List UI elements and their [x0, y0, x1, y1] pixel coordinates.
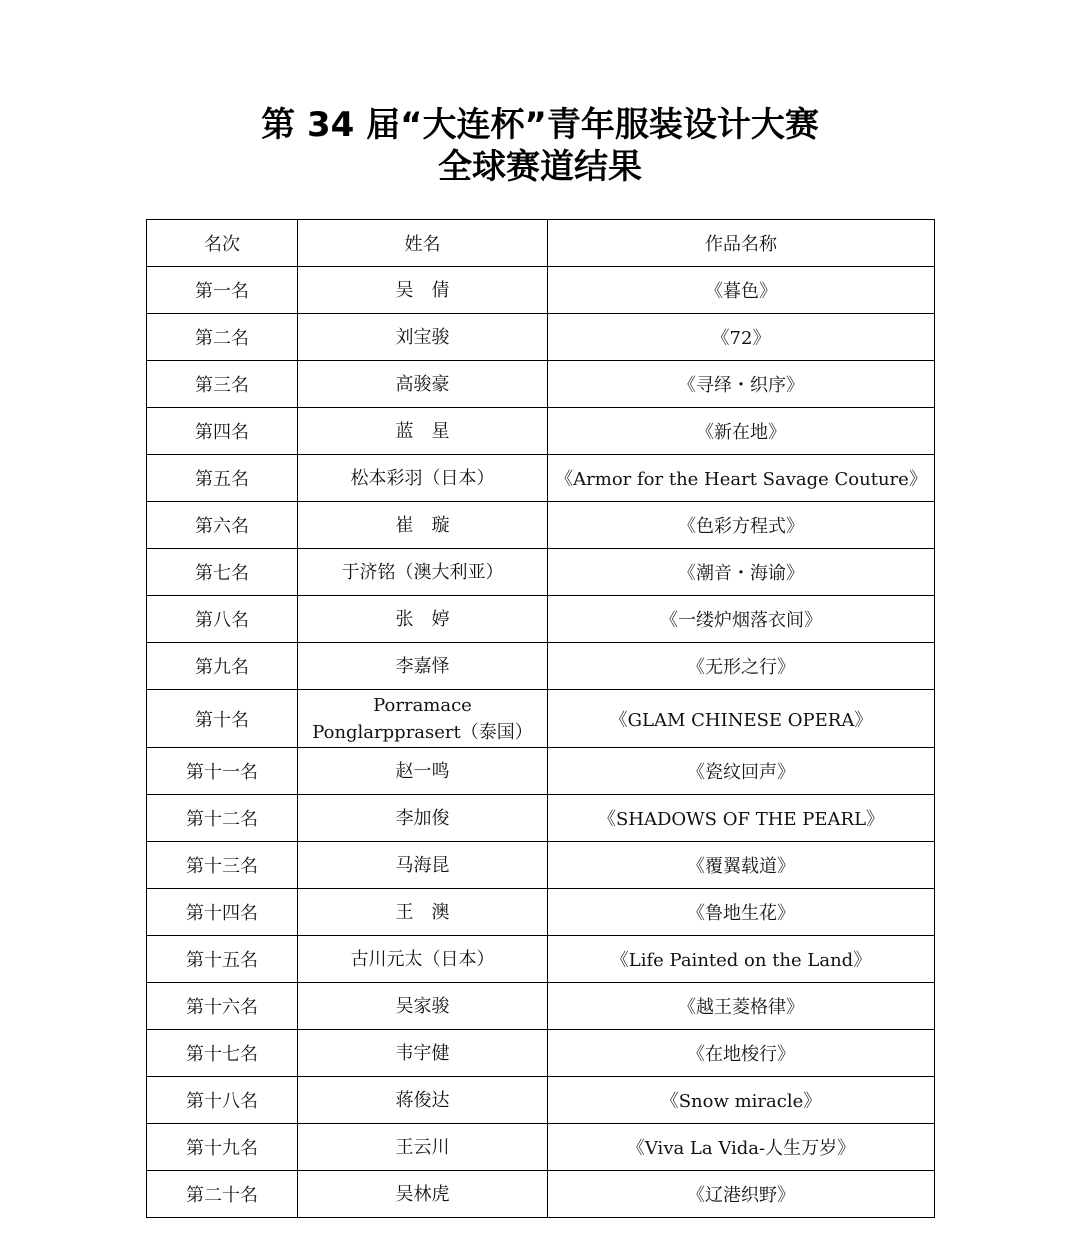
- work-cell: 《Life Painted on the Land》: [548, 936, 935, 983]
- name-line: 高骏豪: [395, 373, 450, 395]
- rank-cell: 第十七名: [147, 1030, 298, 1077]
- name-cell: [298, 408, 548, 455]
- name-cell: [298, 596, 548, 643]
- table-row: [147, 643, 935, 690]
- table-row: [147, 1077, 935, 1124]
- rank-cell: 第四名: [147, 408, 298, 455]
- header-name: 姓名: [298, 220, 548, 267]
- name-line: 于济铭（澳大利亚）: [341, 561, 504, 583]
- work-cell: 《寻绎・织序》: [548, 361, 935, 408]
- table-row: [147, 1171, 935, 1218]
- work-cell: 《72》: [548, 314, 935, 361]
- work-cell: 《Snow miracle》: [548, 1077, 935, 1124]
- work-cell: 《色彩方程式》: [548, 502, 935, 549]
- table-row: [147, 842, 935, 889]
- name-cell: [298, 549, 548, 596]
- rank-cell: 第十四名: [147, 889, 298, 936]
- name-cell: [298, 502, 548, 549]
- name-line: 张 婷: [395, 608, 450, 630]
- table-row: [147, 983, 935, 1030]
- name-line: 刘宝骏: [395, 326, 450, 348]
- name-line: 吴家骏: [395, 995, 450, 1017]
- name-cell: [298, 936, 548, 983]
- table-row: [147, 502, 935, 549]
- work-cell: 《暮色》: [548, 267, 935, 314]
- name-cell: [298, 1171, 548, 1218]
- work-cell: 《潮音・海谕》: [548, 549, 935, 596]
- work-cell: 《辽港织野》: [548, 1171, 935, 1218]
- name-line: 蓝 星: [395, 420, 450, 442]
- table-body: [147, 267, 935, 1218]
- work-cell: 《Viva La Vida-人生万岁》: [548, 1124, 935, 1171]
- header-rank: 名次: [147, 220, 298, 267]
- work-cell: 《覆翼载道》: [548, 842, 935, 889]
- name-cell: [298, 842, 548, 889]
- name-cell: [298, 267, 548, 314]
- rank-cell: 第十一名: [147, 748, 298, 795]
- name-line: 李嘉怿: [395, 655, 450, 677]
- work-cell: 《越王菱格律》: [548, 983, 935, 1030]
- work-cell: 《一缕炉烟落衣间》: [548, 596, 935, 643]
- rank-cell: 第十三名: [147, 842, 298, 889]
- table-row: [147, 549, 935, 596]
- work-cell: 《鲁地生花》: [548, 889, 935, 936]
- table-row: [147, 889, 935, 936]
- name-cell: [298, 1030, 548, 1077]
- page-title: [0, 104, 1080, 188]
- header-row: [147, 220, 935, 267]
- table-row: [147, 936, 935, 983]
- table-row: [147, 690, 935, 748]
- name-cell: [298, 314, 548, 361]
- rank-cell: 第二名: [147, 314, 298, 361]
- name-cell: [298, 1077, 548, 1124]
- results-table: [146, 219, 935, 1218]
- name-cell: [298, 1124, 548, 1171]
- rank-cell: 第九名: [147, 643, 298, 690]
- table-row: [147, 267, 935, 314]
- name-line: 吴 倩: [395, 279, 450, 301]
- rank-cell: 第十九名: [147, 1124, 298, 1171]
- table-row: [147, 455, 935, 502]
- work-cell: 《新在地》: [548, 408, 935, 455]
- name-line: 马海昆: [395, 854, 450, 876]
- rank-cell: 第五名: [147, 455, 298, 502]
- rank-cell: 第十八名: [147, 1077, 298, 1124]
- rank-cell: 第一名: [147, 267, 298, 314]
- name-line: 蒋俊达: [395, 1089, 450, 1111]
- table-row: [147, 314, 935, 361]
- name-line: 韦宇健: [395, 1042, 450, 1064]
- table-row: [147, 596, 935, 643]
- rank-cell: 第三名: [147, 361, 298, 408]
- name-line: 崔 璇: [395, 514, 450, 536]
- rank-cell: 第二十名: [147, 1171, 298, 1218]
- name-line: 吴林虎: [395, 1183, 450, 1205]
- name-cell: [298, 361, 548, 408]
- work-cell: 《瓷纹回声》: [548, 748, 935, 795]
- name-cell: [298, 455, 548, 502]
- title-line-1: 第 34 届“大连杯”青年服装设计大赛: [261, 105, 819, 145]
- name-line: Ponglarpprasert（泰国）: [312, 721, 533, 743]
- table-row: [147, 408, 935, 455]
- title-line-2: 全球赛道结果: [438, 147, 642, 187]
- work-cell: 《SHADOWS OF THE PEARL》: [548, 795, 935, 842]
- rank-cell: 第八名: [147, 596, 298, 643]
- name-cell: [298, 690, 548, 748]
- name-line: 王云川: [395, 1136, 450, 1158]
- rank-cell: 第十五名: [147, 936, 298, 983]
- name-line: 古川元太（日本）: [350, 948, 495, 970]
- name-cell: [298, 983, 548, 1030]
- work-cell: 《Armor for the Heart Savage Couture》: [548, 455, 935, 502]
- table-row: [147, 361, 935, 408]
- table-row: [147, 1124, 935, 1171]
- table-header: [147, 220, 935, 267]
- rank-cell: 第十名: [147, 690, 298, 748]
- work-cell: 《在地梭行》: [548, 1030, 935, 1077]
- name-cell: [298, 643, 548, 690]
- rank-cell: 第七名: [147, 549, 298, 596]
- name-line: 松本彩羽（日本）: [350, 467, 495, 489]
- rank-cell: 第六名: [147, 502, 298, 549]
- name-line: 赵一鸣: [395, 760, 450, 782]
- work-cell: 《GLAM CHINESE OPERA》: [548, 690, 935, 748]
- name-line: 李加俊: [395, 807, 450, 829]
- table-row: [147, 748, 935, 795]
- name-cell: [298, 889, 548, 936]
- name-cell: [298, 795, 548, 842]
- table-row: [147, 1030, 935, 1077]
- rank-cell: 第十六名: [147, 983, 298, 1030]
- name-cell: [298, 748, 548, 795]
- work-cell: 《无形之行》: [548, 643, 935, 690]
- name-line: 王 澳: [395, 901, 450, 923]
- header-work: 作品名称: [548, 220, 935, 267]
- name-line: Porramace: [373, 694, 472, 716]
- table-row: [147, 795, 935, 842]
- rank-cell: 第十二名: [147, 795, 298, 842]
